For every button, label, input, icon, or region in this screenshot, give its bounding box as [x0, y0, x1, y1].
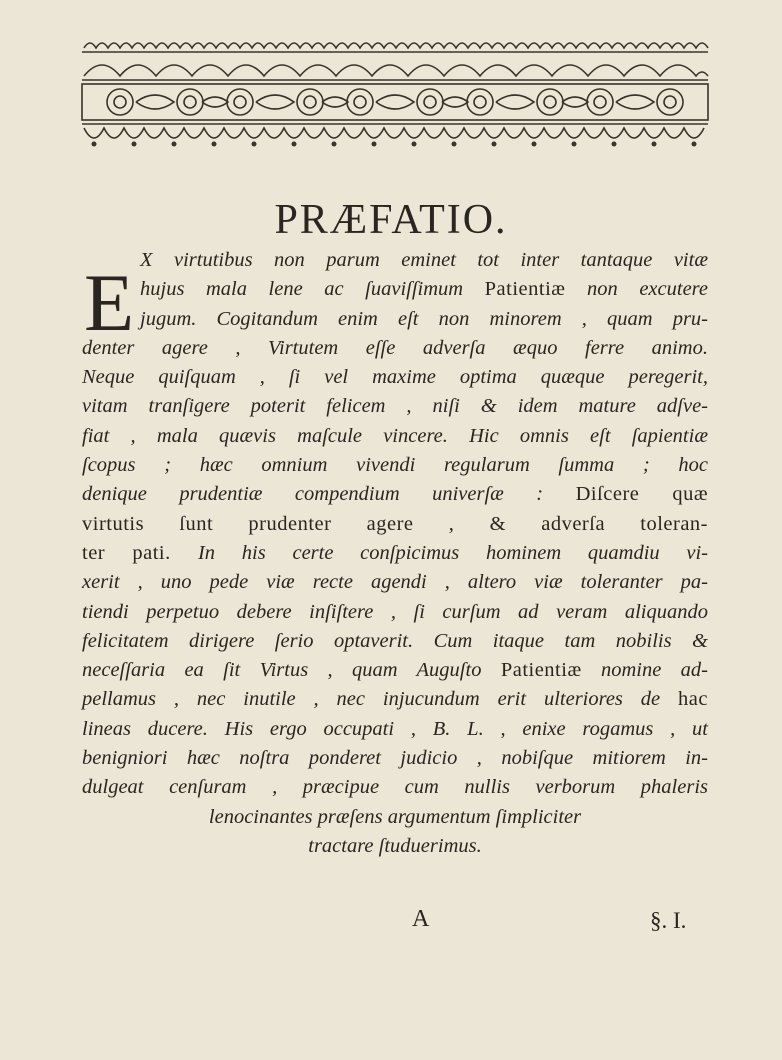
roman-text: Patientiæ — [500, 659, 582, 682]
text-line — [82, 392, 708, 421]
italic-text: jugum. Cogitandum enim eſt non minorem , quam pru- — [140, 307, 708, 330]
text-line — [82, 598, 708, 627]
italic-text: hujus mala lene ac ſuaviſſimum — [140, 278, 485, 301]
italic-text: vitam tranſigere poterit felicem , niſi & idem mature adſve- — [82, 395, 708, 418]
italic-text: xerit , uno pede viæ recte agendi , altero viæ toleranter pa- — [82, 571, 708, 594]
rosette-row — [82, 84, 708, 120]
text-line — [82, 363, 708, 392]
pendant-row — [82, 124, 708, 138]
text-line — [82, 275, 708, 304]
text-line — [82, 627, 708, 656]
text-line — [82, 773, 708, 802]
italic-text: ſcopus ; hæc omnium vivendi regularum ſumma ; hoc — [82, 454, 708, 477]
roman-text: hac — [678, 688, 708, 711]
italic-text: nomine ad- — [581, 659, 708, 682]
italic-text: denter agere , Virtutem eſſe adverſa æquo ferre animo. — [82, 336, 708, 359]
text-line — [82, 539, 708, 568]
roman-text: Patientiæ — [484, 278, 566, 301]
text-line — [82, 334, 708, 363]
italic-text: X virtutibus non parum eminet tot inter tantaque vitæ — [140, 249, 708, 271]
text-line — [82, 744, 708, 773]
text-line — [82, 803, 708, 832]
arch-row — [82, 65, 708, 80]
roman-text: ter pati. — [82, 541, 198, 564]
italic-text: lenocinantes præſens argumentum ſimpliciter — [208, 805, 582, 828]
top-fleuron-row — [82, 43, 708, 52]
roman-text: virtutis ſunt prudenter agere , & adverſa toleran- — [82, 512, 708, 535]
decorative-headpiece — [80, 36, 710, 156]
italic-text: felicitatem dirigere ſerio optaverit. Cum itaque tam nobilis & — [82, 629, 708, 652]
text-line — [82, 305, 708, 334]
text-line — [82, 510, 708, 539]
italic-text: tiendi perpetuo debere inſiſtere , ſi curſum ad veram aliquando — [82, 600, 708, 623]
page-title: PRÆFATIO. — [274, 197, 508, 243]
text-line — [82, 422, 708, 451]
italic-text: neceſſaria ea ſit Virtus , quam Auguſto — [82, 659, 501, 682]
text-line — [82, 715, 708, 744]
italic-text: In his certe conſpicimus hominem quamdiu vi- — [197, 541, 708, 564]
italic-text: dulgeat cenſuram , præcipue cum nullis verborum phaleris — [82, 776, 708, 799]
drop-cap-initial: E — [84, 257, 135, 348]
italic-text: lineas ducere. His ergo occupati , B. L. , enixe rogamus , ut — [82, 717, 708, 740]
preface-text — [82, 246, 708, 861]
italic-text: Neque quiſquam , ſi vel maxime optima quæque peregerit, — [82, 366, 708, 389]
roman-text: Diſcere quæ — [575, 483, 708, 506]
text-line — [82, 246, 708, 275]
text-line — [82, 656, 708, 685]
text-line — [82, 685, 708, 714]
text-line — [82, 832, 708, 861]
text-line — [82, 568, 708, 597]
signature-mark: A — [412, 906, 430, 932]
italic-text: denique prudentiæ compendium univerſæ : — [82, 483, 576, 506]
italic-text: pellamus , nec inutile , nec injucundum erit ulteriores de — [82, 688, 679, 711]
italic-text: benigniori hæc noſtra ponderet judicio , nobiſque mitiorem in- — [82, 747, 708, 770]
italic-text: tractare ſtuduerimus. — [308, 834, 482, 857]
text-line — [82, 451, 708, 480]
catchword: §. I. — [650, 908, 687, 933]
italic-text: fiat , mala quævis maſcule vincere. Hic omnis eſt ſapientiæ — [82, 424, 708, 447]
page-footer — [0, 906, 782, 946]
italic-text: non excutere — [565, 278, 708, 301]
text-line — [82, 480, 708, 509]
